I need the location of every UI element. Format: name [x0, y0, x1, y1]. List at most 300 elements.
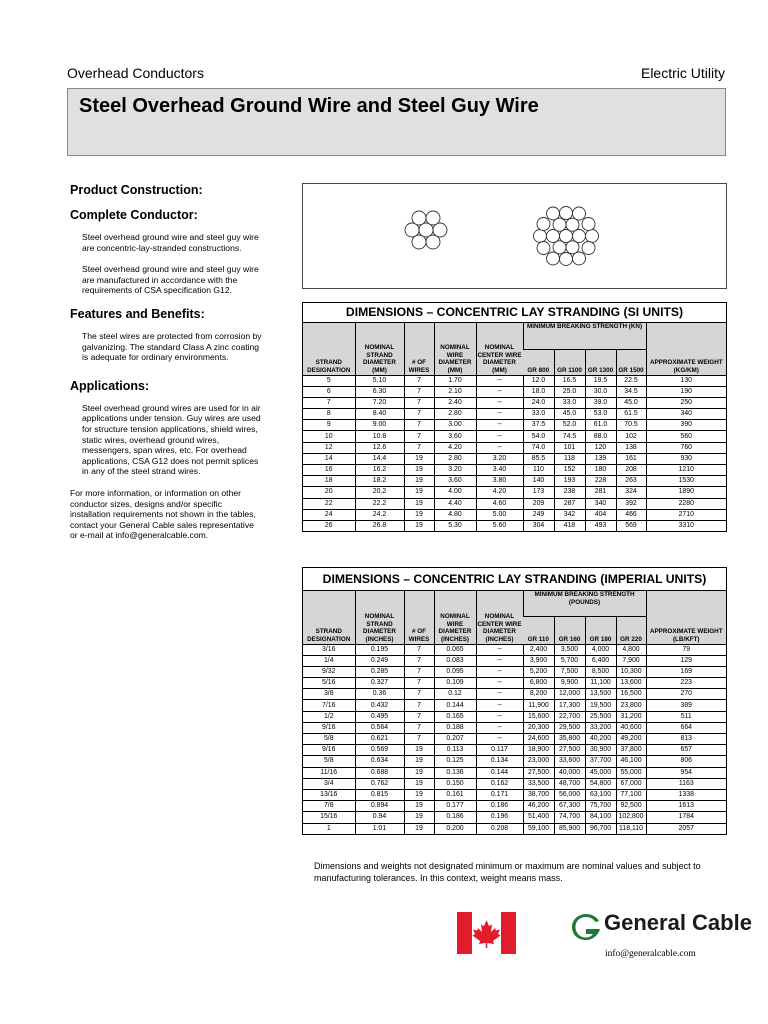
table-cell: -- [476, 409, 523, 420]
table-row [303, 789, 726, 800]
table-cell: 0.327 [355, 678, 404, 689]
table-cell: 45.0 [616, 397, 646, 408]
table-cell: 493 [585, 520, 616, 531]
table-cell: 3.40 [476, 465, 523, 476]
table-cell: -- [476, 722, 523, 733]
table-cell: 5,700 [554, 655, 585, 666]
table-cell: 250 [646, 397, 726, 408]
table-cell: 1 [326, 824, 331, 832]
table-cell: 19 [404, 767, 434, 778]
table-cell: 5,200 [523, 666, 554, 677]
table-cell: 5.60 [476, 520, 523, 531]
table-cell: 0.12 [434, 689, 476, 700]
table-cell: 0.095 [434, 666, 476, 677]
table-cell: 14 [324, 454, 333, 462]
table-cell: 54.0 [523, 431, 554, 442]
table-cell: 7 [404, 655, 434, 666]
table-cell: 22 [324, 499, 333, 507]
table-row [303, 520, 726, 531]
table-cell: 19 [404, 756, 434, 767]
table-cell: 12.6 [355, 442, 404, 453]
table-cell: 2057 [646, 823, 726, 834]
table-cell: 2.80 [434, 409, 476, 420]
table-cell: 25.0 [554, 386, 585, 397]
table-cell: 0.117 [476, 745, 523, 756]
table-cell: 11,900 [523, 700, 554, 711]
table-cell: 7.20 [355, 397, 404, 408]
table-cell: 1784 [646, 812, 726, 823]
col-grade-2: GR 1100 [554, 349, 585, 375]
table-cell: 23,000 [523, 756, 554, 767]
table-cell: 70.5 [616, 420, 646, 431]
col-strand: STRAND DESIGNATION [303, 591, 355, 644]
table-cell: 1890 [646, 487, 726, 498]
table-cell: 20.2 [355, 487, 404, 498]
table-cell: 96,700 [585, 823, 616, 834]
table-cell: 16 [324, 466, 333, 474]
table-cell: 37,800 [616, 745, 646, 756]
table-cell: 34.5 [616, 386, 646, 397]
table-cell: 0.150 [434, 778, 476, 789]
table-cell: 5 [326, 376, 331, 384]
table-cell: 7 [404, 420, 434, 431]
table-cell: 8,200 [523, 689, 554, 700]
table-row [303, 476, 726, 487]
table-row [303, 465, 726, 476]
table-cell: 33,200 [585, 722, 616, 733]
table-cell: 15/16 [320, 813, 338, 821]
table-cell: 51,400 [523, 812, 554, 823]
table-cell: 63,100 [585, 789, 616, 800]
table-cell: 19 [404, 812, 434, 823]
table-cell: 25,500 [585, 711, 616, 722]
table-cell: 1530 [646, 476, 726, 487]
table-row [303, 745, 726, 756]
table-cell: 4,800 [616, 644, 646, 655]
table-cell: -- [476, 734, 523, 745]
table-cell: 281 [585, 487, 616, 498]
si-table-title: DIMENSIONS – CONCENTRIC LAY STRANDING (SI UNITS) [303, 303, 726, 323]
table-cell: -- [476, 397, 523, 408]
table-cell: 930 [646, 453, 726, 464]
table-cell: 14.4 [355, 453, 404, 464]
table-row [303, 487, 726, 498]
table-cell: 3.60 [434, 431, 476, 442]
table-cell: 152 [554, 465, 585, 476]
table-cell: 0.165 [434, 711, 476, 722]
table-cell: 88.0 [585, 431, 616, 442]
table-cell: 18.0 [523, 386, 554, 397]
col-grade-2: GR 160 [554, 616, 585, 644]
col-strand-diameter: NOMINAL STRAND DIAMETER (INCHES) [355, 591, 404, 644]
table-row [303, 453, 726, 464]
table-cell: 249 [523, 509, 554, 520]
table-cell: 120 [585, 442, 616, 453]
table-cell: 46,200 [523, 801, 554, 812]
table-cell: 2.10 [434, 386, 476, 397]
table-cell: 37.5 [523, 420, 554, 431]
table-cell: 59,100 [523, 823, 554, 834]
table-row [303, 644, 726, 655]
table-cell: 0.195 [355, 644, 404, 655]
table-cell: 1.70 [434, 375, 476, 386]
table-cell: -- [476, 666, 523, 677]
table-row [303, 442, 726, 453]
table-cell: 193 [554, 476, 585, 487]
table-cell: 19 [404, 520, 434, 531]
table-cell: 7,900 [616, 655, 646, 666]
table-row [303, 655, 726, 666]
table-cell: 24.0 [523, 397, 554, 408]
table-cell: 9.00 [355, 420, 404, 431]
table-cell: 0.688 [355, 767, 404, 778]
table-cell: 26 [324, 522, 333, 530]
table-cell: 61.0 [585, 420, 616, 431]
table-cell: 3.20 [476, 453, 523, 464]
table-cell: 33.0 [554, 397, 585, 408]
table-cell: 3,900 [523, 655, 554, 666]
table-cell: 238 [554, 487, 585, 498]
table-cell: 9/16 [322, 723, 336, 731]
table-cell: 23,800 [616, 700, 646, 711]
table-cell: 954 [646, 767, 726, 778]
table-cell: 169 [646, 666, 726, 677]
table-cell: 0.94 [355, 812, 404, 823]
table-cell: 9,900 [554, 678, 585, 689]
table-cell: 569 [616, 520, 646, 531]
table-cell: 138 [616, 442, 646, 453]
table-cell: 0.188 [434, 722, 476, 733]
table-cell: 0.134 [476, 756, 523, 767]
table-cell: 110 [523, 465, 554, 476]
col-grade-4: GR 220 [616, 616, 646, 644]
table-cell: 4.20 [476, 487, 523, 498]
table-cell: 404 [585, 509, 616, 520]
table-cell: 0.207 [434, 734, 476, 745]
table-cell: 9/16 [322, 746, 336, 754]
table-cell: 20 [324, 488, 333, 496]
table-cell: 0.177 [434, 801, 476, 812]
title-bar [67, 88, 726, 156]
table-cell: 3/16 [322, 645, 336, 653]
table-cell: 5/8 [323, 735, 334, 743]
col-center-wire: NOMINAL CENTER WIRE DIAMETER (MM) [476, 323, 523, 375]
table-cell: 0.432 [355, 700, 404, 711]
table-cell: 2710 [646, 509, 726, 520]
table-cell: 0.083 [434, 655, 476, 666]
col-wire-diameter: NOMINAL WIRE DIAMETER (INCHES) [434, 591, 476, 644]
features-text: The steel wires are protected from corrosion by galvanizing. The standard Class A zinc coating is adequate for ordinary environments. [82, 330, 262, 363]
table-cell: 5.30 [434, 520, 476, 531]
table-cell: 1613 [646, 801, 726, 812]
table-cell: 12 [324, 443, 333, 451]
table-row [303, 722, 726, 733]
table-cell: 1210 [646, 465, 726, 476]
table-cell: 35,800 [554, 734, 585, 745]
table-cell: 7 [404, 386, 434, 397]
table-cell: 389 [646, 700, 726, 711]
table-row [303, 778, 726, 789]
table-cell: 3/8 [323, 690, 334, 698]
table-row [303, 678, 726, 689]
col-weight: APPROXIMATE WEIGHT (KG/KM) [646, 323, 726, 375]
table-row [303, 734, 726, 745]
table-row [303, 689, 726, 700]
table-cell: 18,900 [523, 745, 554, 756]
table-cell: 19.5 [585, 375, 616, 386]
table-row [303, 767, 726, 778]
table-cell: 392 [616, 498, 646, 509]
table-cell: 324 [616, 487, 646, 498]
table-cell: 223 [646, 678, 726, 689]
table-cell: 33,500 [523, 778, 554, 789]
table-cell: 7 [404, 678, 434, 689]
table-cell: 102 [616, 431, 646, 442]
col-strand: STRAND DESIGNATION [303, 323, 355, 375]
col-grade-4: GR 1500 [616, 349, 646, 375]
table-cell: 140 [523, 476, 554, 487]
table-cell: 18 [324, 477, 333, 485]
table-cell: 5.10 [355, 375, 404, 386]
table-cell: 7 [404, 711, 434, 722]
table-cell: 74.5 [554, 431, 585, 442]
table-cell: 85,900 [554, 823, 585, 834]
table-cell: 22,700 [554, 711, 585, 722]
table-cell: 19 [404, 465, 434, 476]
brand-name: General Cable [604, 910, 752, 935]
table-cell: 5.00 [476, 509, 523, 520]
table-cell: 29,500 [554, 722, 585, 733]
table-cell: 45.0 [554, 409, 585, 420]
table-cell: -- [476, 431, 523, 442]
col-grade-1: GR 110 [523, 616, 554, 644]
table-cell: 102,800 [616, 812, 646, 823]
table-cell: 7 [404, 666, 434, 677]
table-cell: 0.249 [355, 655, 404, 666]
table-cell: 48,700 [554, 778, 585, 789]
footer-email[interactable]: info@generalcable.com [605, 949, 696, 959]
table-cell: 16.5 [554, 375, 585, 386]
table-cell: 11/16 [320, 768, 338, 776]
table-cell: 2,400 [523, 644, 554, 655]
table-row [303, 700, 726, 711]
table-cell: 3.00 [434, 420, 476, 431]
table-cell: 118,110 [616, 823, 646, 834]
applications-text: Steel overhead ground wires are used for in air applications under tension. Guy wires are used for structure tension applications, shield wires, static wires, overhead ground wires, messengers, span wires, etc. For overhead applications, CSA G12 does not permit splices in any of the steel strand wires. [82, 402, 261, 477]
table-cell: 74,700 [554, 812, 585, 823]
table-cell: 11,100 [585, 678, 616, 689]
table-cell: 1/4 [323, 656, 334, 664]
table-row [303, 397, 726, 408]
table-cell: 19 [404, 476, 434, 487]
table-cell: 190 [646, 386, 726, 397]
table-cell: 7/8 [323, 802, 334, 810]
table-cell: 18.2 [355, 476, 404, 487]
table-cell: 61.5 [616, 409, 646, 420]
table-cell: 304 [523, 520, 554, 531]
table-cell: 46,100 [616, 756, 646, 767]
table-cell: 9 [326, 421, 331, 429]
table-cell: 67,000 [616, 778, 646, 789]
col-wires: # OF WIRES [404, 591, 434, 644]
table-cell: 74.0 [523, 442, 554, 453]
table-cell: 8,500 [585, 666, 616, 677]
table-cell: 0.065 [434, 644, 476, 655]
table-cell: 129 [646, 655, 726, 666]
table-cell: -- [476, 678, 523, 689]
table-cell: 0.495 [355, 711, 404, 722]
table-cell: 173 [523, 487, 554, 498]
table-cell: 0.144 [476, 767, 523, 778]
table-cell: 6,800 [523, 678, 554, 689]
table-cell: 0.162 [476, 778, 523, 789]
table-cell: 5/8 [323, 757, 334, 765]
table-cell: 1338 [646, 789, 726, 800]
table-cell: 418 [554, 520, 585, 531]
table-cell: 7 [404, 397, 434, 408]
table-cell: 22.5 [616, 375, 646, 386]
table-cell: 27,500 [554, 745, 585, 756]
table-cell: 0.762 [355, 778, 404, 789]
table-cell: 6 [326, 387, 331, 395]
table-cell: 7 [404, 409, 434, 420]
table-cell: 0.634 [355, 756, 404, 767]
table-cell: 7 [326, 398, 331, 406]
table-cell: 30.0 [585, 386, 616, 397]
table-cell: 8.40 [355, 409, 404, 420]
heading-complete-conductor: Complete Conductor: [70, 208, 198, 222]
strand-cross-section-illustration [302, 183, 727, 289]
table-cell: 40,000 [554, 767, 585, 778]
table-cell: 2.80 [434, 453, 476, 464]
table-cell: 22.2 [355, 498, 404, 509]
table-cell: 19 [404, 487, 434, 498]
table-cell: 10.8 [355, 431, 404, 442]
table-cell: 664 [646, 722, 726, 733]
table-cell: 0.109 [434, 678, 476, 689]
table-cell: 0.125 [434, 756, 476, 767]
table-cell: -- [476, 375, 523, 386]
col-grade-3: GR 1300 [585, 349, 616, 375]
table-cell: 13/16 [320, 791, 338, 799]
table-cell: 263 [616, 476, 646, 487]
table-cell: 10,300 [616, 666, 646, 677]
table-row [303, 711, 726, 722]
table-cell: 27,500 [523, 767, 554, 778]
table-row [303, 386, 726, 397]
table-cell: 33.0 [523, 409, 554, 420]
table-cell: 19 [404, 509, 434, 520]
imperial-table-title: DIMENSIONS – CONCENTRIC LAY STRANDING (IMPERIAL UNITS) [303, 568, 726, 591]
table-cell: 0.564 [355, 722, 404, 733]
heading-applications: Applications: [70, 378, 150, 393]
table-cell: -- [476, 420, 523, 431]
imperial-dimensions-table [302, 567, 727, 835]
table-row [303, 498, 726, 509]
table-cell: 0.894 [355, 801, 404, 812]
table-cell: -- [476, 442, 523, 453]
table-cell: 15,600 [523, 711, 554, 722]
table-cell: 92,500 [616, 801, 646, 812]
table-cell: 180 [585, 465, 616, 476]
table-cell: 4.80 [434, 509, 476, 520]
table-cell: 0.186 [476, 801, 523, 812]
table-cell: -- [476, 689, 523, 700]
table-cell: 4.00 [434, 487, 476, 498]
table-cell: 4.40 [434, 498, 476, 509]
table-cell: 7 [404, 689, 434, 700]
table-cell: 208 [616, 465, 646, 476]
table-cell: 8 [326, 410, 331, 418]
table-cell: 85.5 [523, 453, 554, 464]
table-cell: 0.161 [434, 789, 476, 800]
table-cell: 390 [646, 420, 726, 431]
table-cell: -- [476, 655, 523, 666]
table-cell: 52.0 [554, 420, 585, 431]
table-cell: 31,200 [616, 711, 646, 722]
canada-flag-icon [457, 912, 516, 954]
table-row [303, 409, 726, 420]
col-center-wire: NOMINAL CENTER WIRE DIAMETER (INCHES) [476, 591, 523, 644]
table-cell: 7 [404, 700, 434, 711]
table-cell: 17,300 [554, 700, 585, 711]
table-cell: 101 [554, 442, 585, 453]
table-cell: 79 [646, 644, 726, 655]
col-wires: # OF WIRES [404, 323, 434, 375]
table-cell: 118 [554, 453, 585, 464]
table-cell: 26.8 [355, 520, 404, 531]
table-cell: 0.196 [476, 812, 523, 823]
table-cell: 7 [404, 442, 434, 453]
table-cell: 24.2 [355, 509, 404, 520]
table-cell: 75,700 [585, 801, 616, 812]
table-cell: 7 [404, 644, 434, 655]
table-row [303, 801, 726, 812]
table-row [303, 431, 726, 442]
table-cell: 4.20 [434, 442, 476, 453]
col-weight: APPROXIMATE WEIGHT (LB/KFT) [646, 591, 726, 644]
table-cell: -- [476, 711, 523, 722]
table-cell: 2.40 [434, 397, 476, 408]
table-cell: 7 [404, 375, 434, 386]
table-cell: 55,000 [616, 767, 646, 778]
table-cell: 20,300 [523, 722, 554, 733]
table-cell: 37,700 [585, 756, 616, 767]
table-cell: 33,600 [554, 756, 585, 767]
table-cell: 340 [585, 498, 616, 509]
table-cell: 19,500 [585, 700, 616, 711]
table-cell: 287 [554, 498, 585, 509]
table-cell: 0.113 [434, 745, 476, 756]
table-cell: 77,100 [616, 789, 646, 800]
table-cell: 139 [585, 453, 616, 464]
table-cell: 209 [523, 498, 554, 509]
table-row [303, 420, 726, 431]
table-row [303, 666, 726, 677]
table-cell: 19 [404, 453, 434, 464]
strand-diagram-icon [303, 184, 726, 288]
table-cell: 16,500 [616, 689, 646, 700]
complete-conductor-text-1: Steel overhead ground wire and steel guy wire are concentric-lay-stranded constructions. [82, 232, 259, 253]
table-cell: 49,200 [616, 734, 646, 745]
table-cell: 9/32 [322, 667, 336, 675]
table-cell: 0.621 [355, 734, 404, 745]
table-cell: 12.0 [523, 375, 554, 386]
table-cell: 1.01 [355, 823, 404, 834]
header-category: Overhead Conductors [67, 65, 204, 81]
table-cell: 30,900 [585, 745, 616, 756]
table-cell: 3.80 [476, 476, 523, 487]
